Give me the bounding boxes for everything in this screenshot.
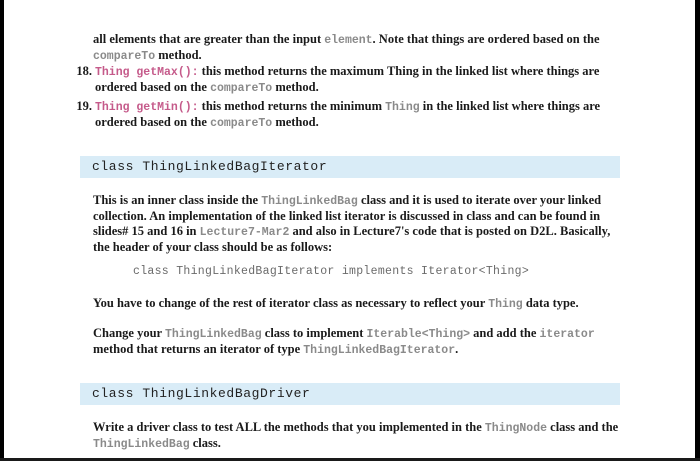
text: class. [189, 436, 221, 450]
text: and also in Lecture7's code that is posted on D2L. Basically, the header of your class should be as follows: [93, 224, 611, 254]
code-thinglinkedbag: ThingLinkedBag [93, 438, 190, 451]
change-iterator-paragraph [93, 296, 620, 312]
text: this method returns the maximum Thing in the linked list where things are ordered based on the [95, 64, 600, 94]
text: data type. [522, 296, 579, 310]
code-thinglinkedbag: ThingLinkedBag [165, 328, 262, 341]
text: . [455, 342, 459, 356]
list-body [95, 99, 635, 131]
right-border [695, 0, 700, 461]
list-number: 19. [76, 99, 92, 113]
iterator-description [93, 193, 620, 255]
text: Change your [93, 326, 166, 340]
text: method. [155, 48, 202, 62]
list-body [95, 64, 635, 96]
text: method. [272, 115, 319, 129]
text: method that returns an iterator of type [93, 342, 304, 356]
text: Write a driver class to test ALL the methods that you implemented in the [93, 420, 485, 434]
code-thinglinkedbag: ThingLinkedBag [261, 195, 358, 208]
iterable-paragraph [93, 326, 620, 358]
code-thing: Thing [385, 101, 420, 114]
section-header-driver: class ThingLinkedBagDriver [80, 383, 620, 405]
code-thingnode: ThingNode [484, 422, 548, 435]
list-item-getmax [75, 64, 635, 96]
driver-description [93, 420, 620, 452]
code-lecture: Lecture7-Mar2 [199, 226, 290, 239]
code-element: element [324, 34, 373, 47]
class-header-code: class ThingLinkedBagIterator implements Iterator<Thing> [133, 265, 530, 278]
text: in the linked list where things are ordered based on the [95, 99, 601, 129]
code-thing: Thing [488, 298, 523, 311]
top-paragraph [93, 32, 628, 64]
method-list [75, 64, 635, 134]
method-signature: Thing getMin(): [95, 101, 199, 114]
text: class to implement [261, 326, 367, 340]
method-signature: Thing getMax(): [95, 66, 199, 79]
list-number: 18. [76, 64, 92, 78]
code-compareto: compareTo [93, 50, 156, 63]
text: This is an inner class inside the [93, 193, 262, 207]
list-item-getmin [75, 99, 635, 131]
left-border [0, 0, 4, 461]
text: this method returns the minimum [198, 99, 386, 113]
code-compareto: compareTo [210, 82, 273, 95]
text: all elements that are greater than the input [93, 32, 325, 46]
text: and add the [470, 326, 540, 340]
text: class and it is used to iterate over your linked collection. An implementation of the linked list iterator is discussed in class and can be found in slides# 15 and 16 in [93, 193, 602, 238]
section-header-iterator: class ThingLinkedBagIterator [80, 156, 620, 178]
code-iterable: Iterable<Thing> [366, 328, 471, 341]
text: . Note that things are ordered based on the [372, 32, 600, 46]
code-iterator: iterator [539, 328, 595, 341]
text: class and the [547, 420, 619, 434]
code-iterator-class: ThingLinkedBagIterator [303, 344, 456, 357]
text: You have to change of the rest of iterator class as necessary to reflect your [93, 296, 489, 310]
text: method. [272, 80, 319, 94]
code-compareto: compareTo [210, 117, 273, 130]
